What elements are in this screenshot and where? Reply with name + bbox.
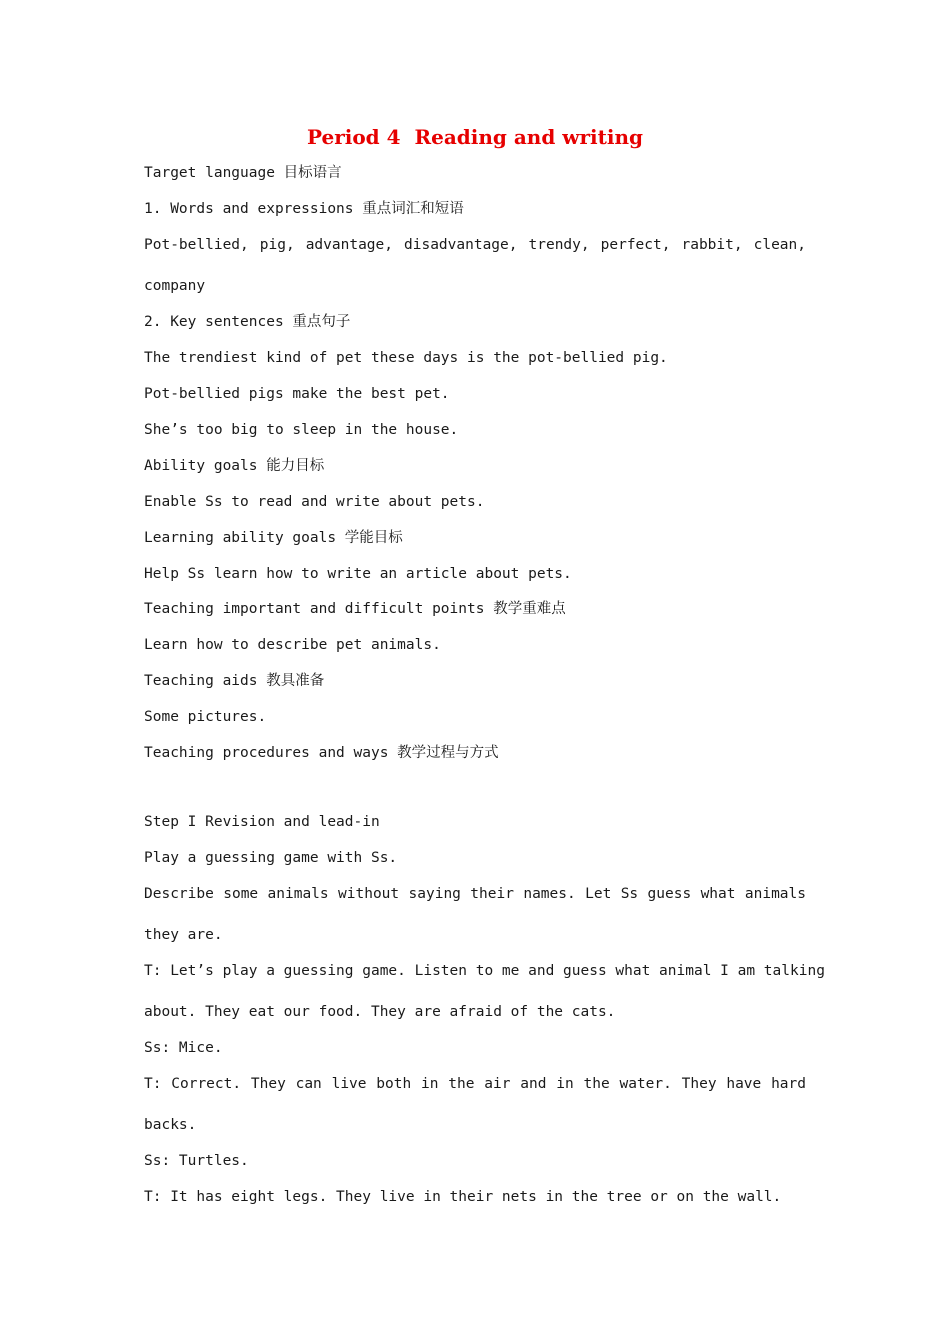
dialogue-teacher-1-line-1: T: Let’s play a guessing game. Listen to me and guess what animal I am talking — [144, 963, 825, 979]
dialogue-students-2: Ss: Turtles. — [144, 1153, 249, 1169]
heading-target-language: Target language 目标语言 — [144, 165, 342, 181]
heading-step-1: Step I Revision and lead-in — [144, 814, 380, 830]
heading-teaching-aids: Teaching aids 教具准备 — [144, 673, 325, 689]
key-sentence-1: The trendiest kind of pet these days is the pot-bellied pig. — [144, 350, 668, 366]
heading-learning-ability-goals: Learning ability goals 学能目标 — [144, 530, 403, 546]
dialogue-teacher-1-line-2: about. They eat our food. They are afraid of the cats. — [144, 1004, 616, 1020]
dialogue-teacher-2-line-1: T: Correct. They can live both in the air and in the water. They have hard — [144, 1076, 806, 1092]
dialogue-teacher-3: T: It has eight legs. They live in their nets in the tree or on the wall. — [144, 1189, 782, 1205]
heading-words-expressions: 1. Words and expressions 重点词汇和短语 — [144, 201, 464, 217]
step-1-description-line-2: they are. — [144, 927, 223, 943]
key-sentence-3: She’s too big to sleep in the house. — [144, 422, 459, 438]
step-1-description-line-1: Describe some animals without saying their names. Let Ss guess what animals — [144, 886, 806, 902]
important-points-text: Learn how to describe pet animals. — [144, 637, 441, 653]
step-1-instruction: Play a guessing game with Ss. — [144, 850, 398, 866]
key-sentence-2: Pot-bellied pigs make the best pet. — [144, 386, 450, 402]
heading-teaching-procedures: Teaching procedures and ways 教学过程与方式 — [144, 745, 499, 761]
heading-ability-goals: Ability goals 能力目标 — [144, 458, 325, 474]
page-title: Period 4 Reading and writing — [306, 125, 644, 149]
dialogue-students-1: Ss: Mice. — [144, 1040, 223, 1056]
learning-ability-goals-text: Help Ss learn how to write an article about pets. — [144, 566, 572, 582]
teaching-aids-text: Some pictures. — [144, 709, 267, 725]
vocabulary-line-2: company — [144, 278, 206, 294]
heading-important-points: Teaching important and difficult points 教学重难点 — [144, 601, 566, 617]
ability-goals-text: Enable Ss to read and write about pets. — [144, 494, 485, 510]
heading-key-sentences: 2. Key sentences 重点句子 — [144, 314, 351, 330]
dialogue-teacher-2-line-2: backs. — [144, 1117, 197, 1133]
vocabulary-line-1: Pot-bellied, pig, advantage, disadvantage, trendy, perfect, rabbit, clean, — [144, 237, 806, 253]
